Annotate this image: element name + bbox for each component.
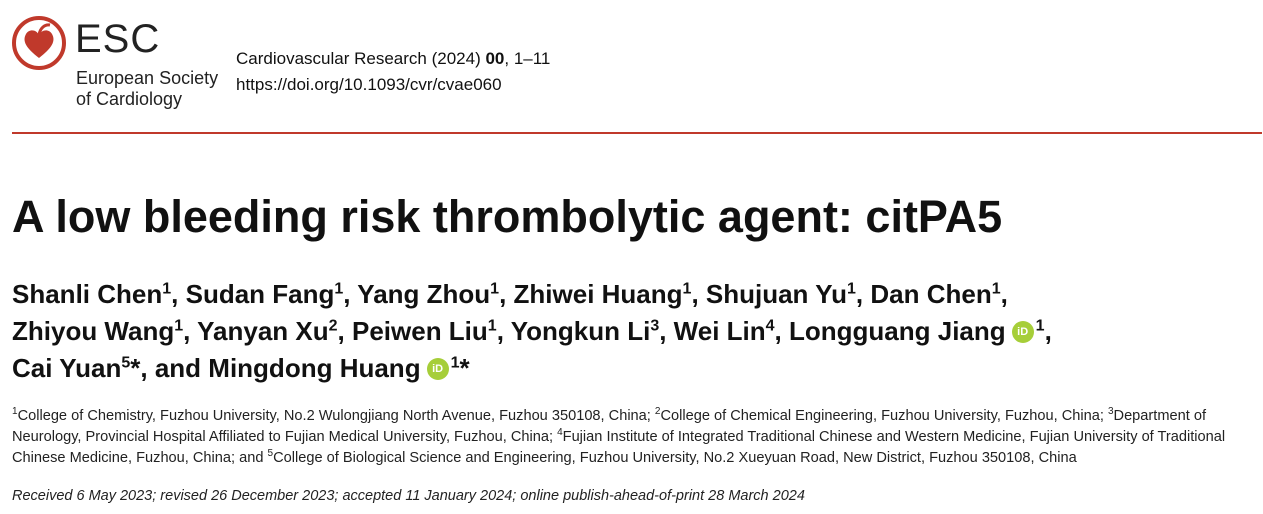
logo-subtitle bbox=[76, 68, 218, 110]
author-separator: , bbox=[1000, 279, 1008, 309]
author-name: Sudan Fang bbox=[185, 279, 335, 309]
author-separator: , bbox=[659, 316, 674, 346]
orcid-icon[interactable]: iD bbox=[427, 358, 449, 380]
article-dates: Received 6 May 2023; revised 26 December 2023; accepted 11 January 2024; online publish-ahead-of-print 28 March 2024 bbox=[12, 488, 805, 504]
author-affiliation-number: 1 bbox=[1035, 317, 1045, 335]
author-separator: *, bbox=[130, 353, 155, 383]
affiliation-number: 4 bbox=[557, 427, 563, 439]
author-line bbox=[12, 276, 1257, 313]
author-name: Longguang Jiang bbox=[789, 316, 1006, 346]
logo-line-1: European Society bbox=[76, 68, 219, 88]
author-line bbox=[12, 313, 1257, 350]
author-name: Cai Yuan bbox=[12, 353, 122, 383]
author-affiliation-number: 1 bbox=[682, 280, 692, 298]
author-affiliation-number: 2 bbox=[328, 317, 338, 335]
article-title: A low bleeding risk thrombolytic agent: citPA5 bbox=[12, 191, 1003, 242]
author-name: and Mingdong Huang bbox=[154, 353, 421, 383]
header-divider bbox=[12, 132, 1262, 134]
author-affiliation-number: 1 bbox=[847, 280, 856, 298]
journal-doi[interactable]: https://doi.org/10.1093/cvr/cvae060 bbox=[236, 75, 502, 94]
affiliation-line bbox=[12, 406, 1257, 427]
journal-pages: , 1–11 bbox=[504, 49, 551, 68]
author-separator: , bbox=[1044, 316, 1052, 346]
author-list bbox=[12, 276, 1257, 387]
affiliation-line bbox=[12, 427, 1257, 448]
author-affiliation-number: 1 bbox=[490, 280, 500, 298]
author-affiliation-number: 1 bbox=[450, 354, 460, 372]
author-affiliation-number: 4 bbox=[765, 317, 775, 335]
affiliation-number: 5 bbox=[267, 448, 274, 460]
author-affiliation-number: 1 bbox=[162, 280, 172, 298]
author-affiliation-number: 5 bbox=[121, 354, 131, 372]
affiliation-text: Chinese Medicine, Fuzhou, China; and bbox=[12, 450, 268, 466]
author-line bbox=[12, 350, 1257, 387]
author-name: Shujuan Yu bbox=[705, 279, 847, 309]
author-separator: , bbox=[499, 279, 514, 309]
author-affiliation-number: 1 bbox=[174, 317, 184, 335]
journal-reference bbox=[236, 46, 550, 72]
author-separator: , bbox=[496, 316, 511, 346]
affiliation-line bbox=[12, 448, 1257, 469]
author-name: Shanli Chen bbox=[12, 279, 163, 309]
author-name: Yang Zhou bbox=[357, 279, 491, 309]
author-name: Yanyan Xu bbox=[197, 316, 329, 346]
author-separator: , bbox=[183, 316, 198, 346]
journal-name: Cardiovascular Research (2024) bbox=[236, 49, 486, 68]
author-affiliation-number: 1 bbox=[334, 280, 344, 298]
affiliation-text: College of Chemical Engineering, Fuzhou University, Fuzhou, China; bbox=[660, 408, 1108, 424]
affiliation-text: Fujian Institute of Integrated Traditional Chinese and Western Medicine, Fujian University of Traditional bbox=[562, 429, 1226, 445]
author-name: Zhiwei Huang bbox=[513, 279, 683, 309]
affiliations bbox=[12, 406, 1257, 469]
author-separator: , bbox=[691, 279, 706, 309]
journal-citation bbox=[236, 46, 550, 98]
orcid-icon[interactable]: iD bbox=[1012, 321, 1034, 343]
author-separator: , bbox=[343, 279, 358, 309]
author-separator: , bbox=[855, 279, 871, 309]
author-affiliation-number: 1 bbox=[991, 280, 1001, 298]
author-affiliation-number: 1 bbox=[487, 317, 497, 335]
author-affiliation-number: 3 bbox=[650, 317, 660, 335]
author-separator: , bbox=[774, 316, 789, 346]
affiliation-text: Neurology, Provincial Hospital Affiliated to Fujian Medical University, Fuzhou, China; bbox=[12, 429, 558, 445]
journal-volume: 00 bbox=[485, 49, 505, 68]
author-separator: , bbox=[337, 316, 352, 346]
affiliation-text: College of Chemistry, Fuzhou University, No.2 Wulongjiang North Avenue, Fuzhou 350108, China; bbox=[17, 408, 655, 424]
affiliation-number: 3 bbox=[1107, 406, 1114, 418]
affiliation-number: 2 bbox=[654, 406, 661, 418]
author-name: Dan Chen bbox=[870, 279, 992, 309]
heart-logo-icon bbox=[12, 16, 66, 70]
logo-line-2: of Cardiology bbox=[76, 89, 183, 109]
affiliation-text: Department of bbox=[1113, 408, 1207, 424]
author-name: Zhiyou Wang bbox=[12, 316, 175, 346]
author-separator: * bbox=[459, 353, 470, 383]
author-name: Wei Lin bbox=[673, 316, 766, 346]
affiliation-text: College of Biological Science and Engineering, Fuzhou University, No.2 Xueyuan Road, New District, Fuzhou 350108, China bbox=[273, 450, 1077, 466]
author-separator: , bbox=[171, 279, 186, 309]
author-name: Peiwen Liu bbox=[351, 316, 488, 346]
logo-wordmark: ESC bbox=[75, 17, 161, 61]
affiliation-number: 1 bbox=[12, 406, 18, 418]
author-name: Yongkun Li bbox=[510, 316, 651, 346]
